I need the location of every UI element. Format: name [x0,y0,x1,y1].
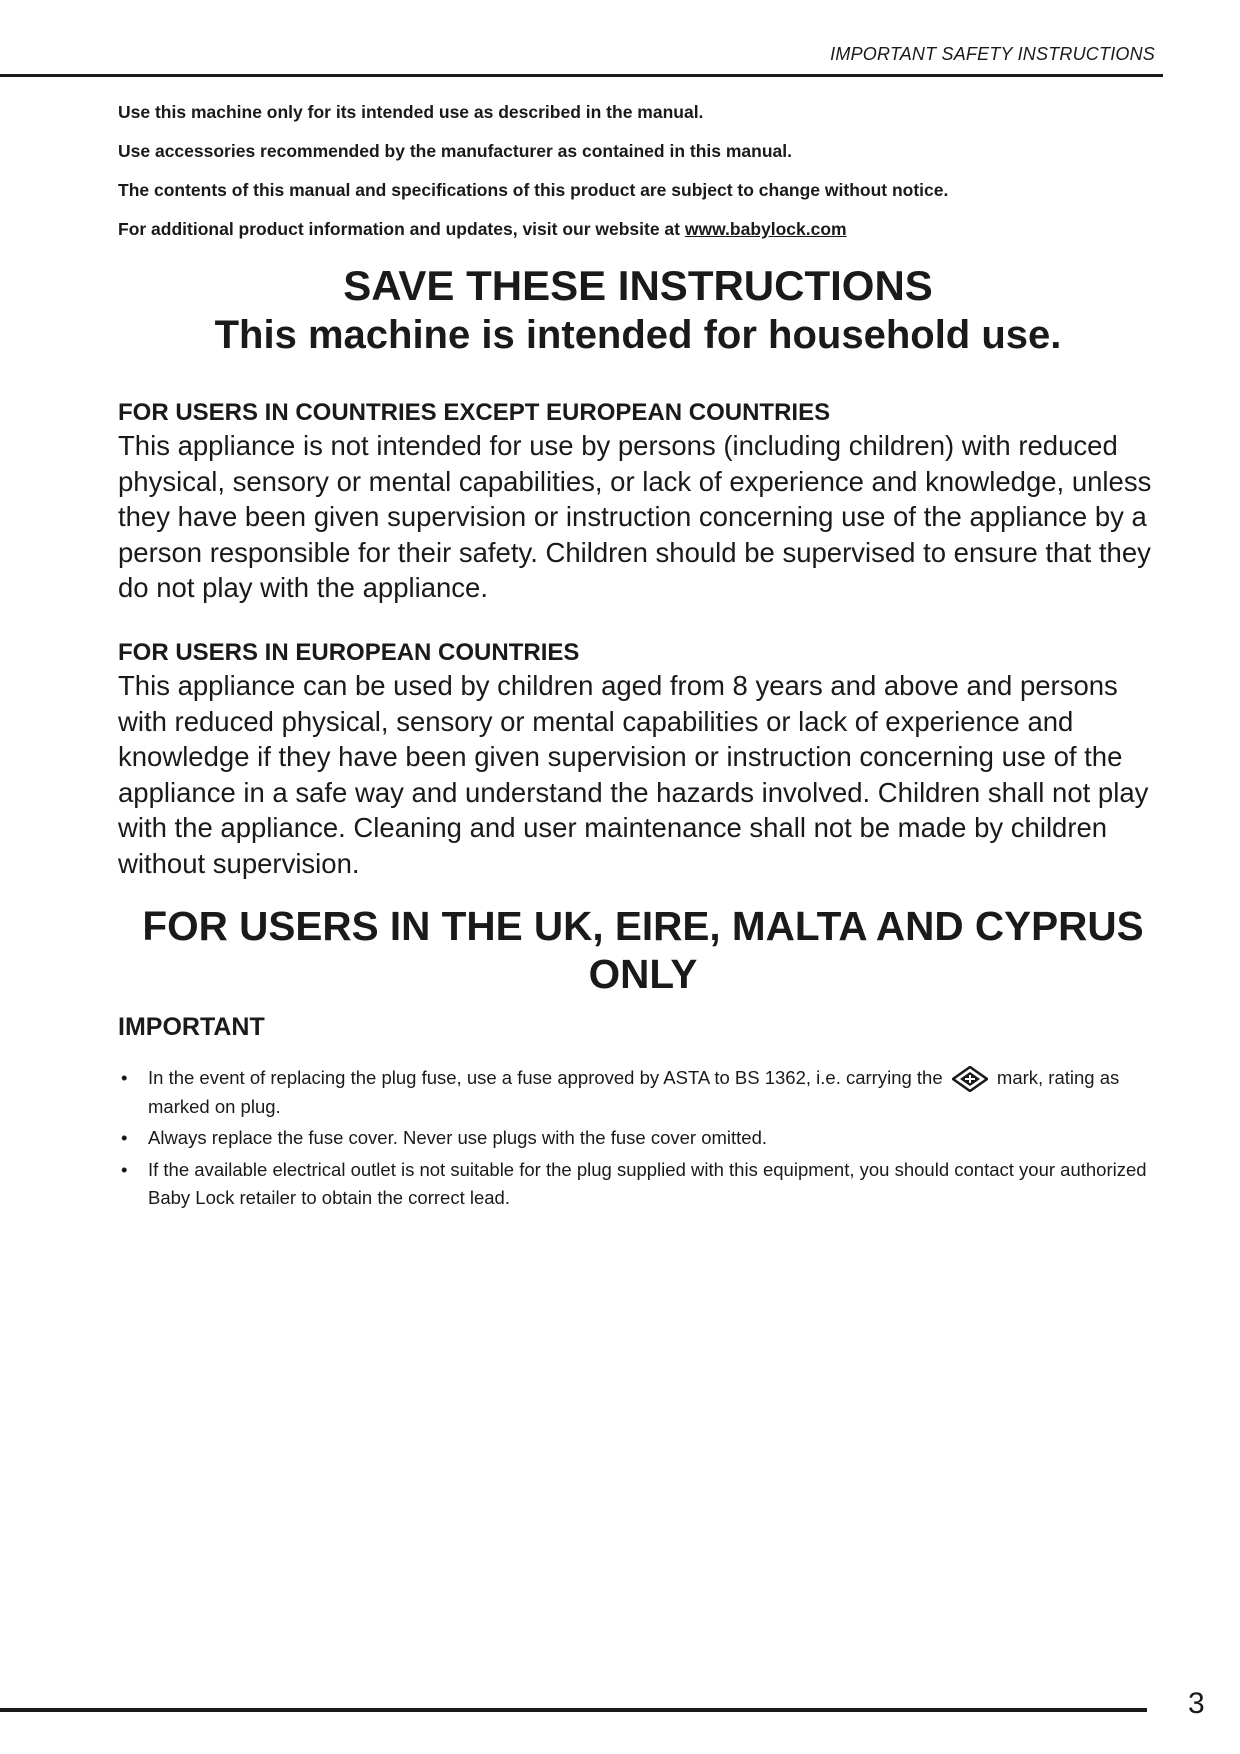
bullet-outlet [118,1156,1168,1213]
page-number: 3 [1188,1687,1205,1720]
footer-rule [0,1708,1147,1712]
uk-bullet-list [118,1064,1168,1216]
bullet-1-text-start: In the event of replacing the plug fuse, use a fuse approved by ASTA to BS 1362, i.e. carrying the [148,1067,943,1088]
european-body: This appliance can be used by children aged from 8 years and above and persons with reduced physical, sensory or mental capabilities or lack of experience and knowledge if they have been given supervision or instruction concerning use of the appliance in a safe way and understand the hazards involved. Children shall not play with the appliance. Cleaning and user maintenance shall not be made by children without supervision. [118,670,1149,879]
save-instructions-title: SAVE THESE INSTRUCTIONS [343,262,933,309]
bullet-dot: • [121,1158,128,1180]
bullet-3-text: If the available electrical outlet is not suitable for the plug supplied with this equipment, you should contact your authorized Baby Lock retailer to obtain the correct lead. [148,1158,1147,1208]
website-note-text: For additional product information and updates, visit our website at [118,219,685,239]
running-header: IMPORTANT SAFETY INSTRUCTIONS [830,44,1155,64]
non-european-heading: FOR USERS IN COUNTRIES EXCEPT EUROPEAN COUNTRIES [118,399,831,426]
important-heading: IMPORTANT [118,1013,265,1041]
asta-mark-icon [952,1066,988,1092]
non-european-body: This appliance is not intended for use by persons (including children) with reduced physical, sensory or mental capabilities, or lack of experience and knowledge, unless they have been given supervision or instruction concerning use of the appliance by a person responsible for their safety. Children should be supervised to ensure that they do not play with the appliance. [118,430,1152,603]
bullet-fuse-replacement [118,1064,1168,1121]
section-non-european [118,398,1168,606]
bullet-2-text: Always replace the fuse cover. Never use plugs with the fuse cover omitted. [148,1127,768,1148]
note-website [118,217,1168,241]
bullet-fuse-cover [118,1124,1168,1153]
note-specifications: The contents of this manual and specifications of this product are subject to change without notice. [118,180,949,200]
uk-section-heading: FOR USERS IN THE UK, EIRE, MALTA AND CYPRUS ONLY [142,903,1144,997]
section-european [118,638,1168,881]
note-accessories: Use accessories recommended by the manufacturer as contained in this manual. [118,141,792,161]
bullet-dot: • [121,1067,128,1088]
bullet-dot: • [121,1127,128,1148]
household-use-subtitle: This machine is intended for household use. [214,313,1062,357]
note-intended-use: Use this machine only for its intended use as described in the manual. [118,102,704,122]
usage-notes [118,100,1168,256]
website-link[interactable]: www.babylock.com [684,219,847,239]
header-rule [0,74,1163,77]
bullet-1-text-end: mark, rating as marked on plug. [148,1067,1120,1117]
european-heading: FOR USERS IN EUROPEAN COUNTRIES [118,639,580,666]
